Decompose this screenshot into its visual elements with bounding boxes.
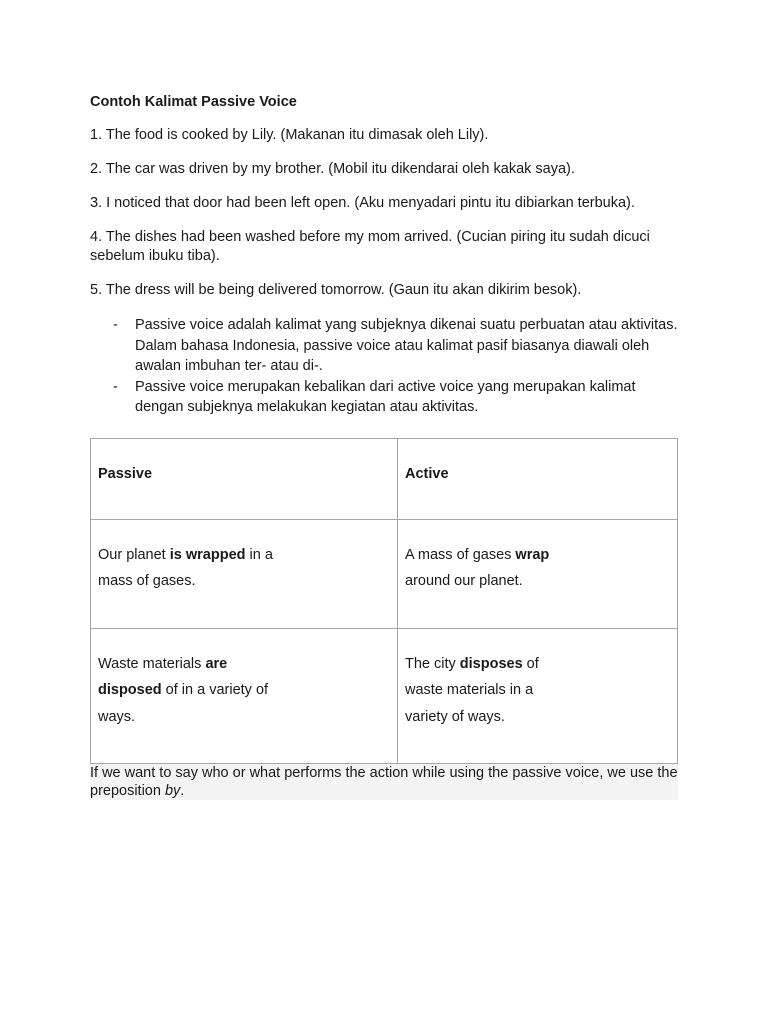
header-passive: Passive [91,438,398,519]
definition-bullets [90,315,680,418]
example-sentence-5: 5. The dress will be being delivered tomorrow. (Gaun itu akan dikirim besok). [90,282,582,298]
examples-list [90,126,680,300]
bullet-text-2: Passive voice merupakan kebalikan dari active voice yang merupakan kalimat dengan subjeknya melakukan kegiatan atau aktivitas. [135,378,636,415]
example-sentence-2: 2. The car was driven by my brother. (Mobil itu dikendarai oleh kakak saya). [90,161,575,177]
document-title: Contoh Kalimat Passive Voice [90,94,297,110]
bullet-marker: - [113,317,118,333]
footer-note: If we want to say who or what performs the action while using the passive voice, we use the preposition by. [90,764,678,799]
bullet-item-2 [113,377,680,418]
header-active: Active [398,438,678,519]
bullet-marker: - [113,378,118,395]
table-header-row [91,438,678,519]
passive-active-table [90,438,678,764]
example-sentence-1: 1. The food is cooked by Lily. (Makanan itu dimasak oleh Lily). [90,127,489,143]
document-page [90,92,680,800]
cell-active-2: The city disposes of waste materials in a variety of ways. [398,628,678,763]
example-sentence-3: 3. I noticed that door had been left open. (Aku menyadari pintu itu dibiarkan terbuka). [90,195,635,211]
cell-passive-2: Waste materials are disposed of in a variety of ways. [91,628,398,763]
example-sentence-4: 4. The dishes had been washed before my mom arrived. (Cucian piring itu sudah dicuci sebelum ibuku tiba). [90,229,650,264]
cell-active-1: A mass of gases wrap around our planet. [398,519,678,628]
table-row [91,519,678,628]
cell-passive-1: Our planet is wrapped in a mass of gases. [91,519,398,628]
table-row [91,628,678,763]
bullet-item-1 [113,315,680,377]
bullet-text-1: Passive voice adalah kalimat yang subjeknya dikenai suatu perbuatan atau aktivitas. Dalam bahasa Indonesia, passive voice atau kalimat pasif biasanya diawali oleh awalan imbuhan ter- atau di-. [135,317,678,374]
